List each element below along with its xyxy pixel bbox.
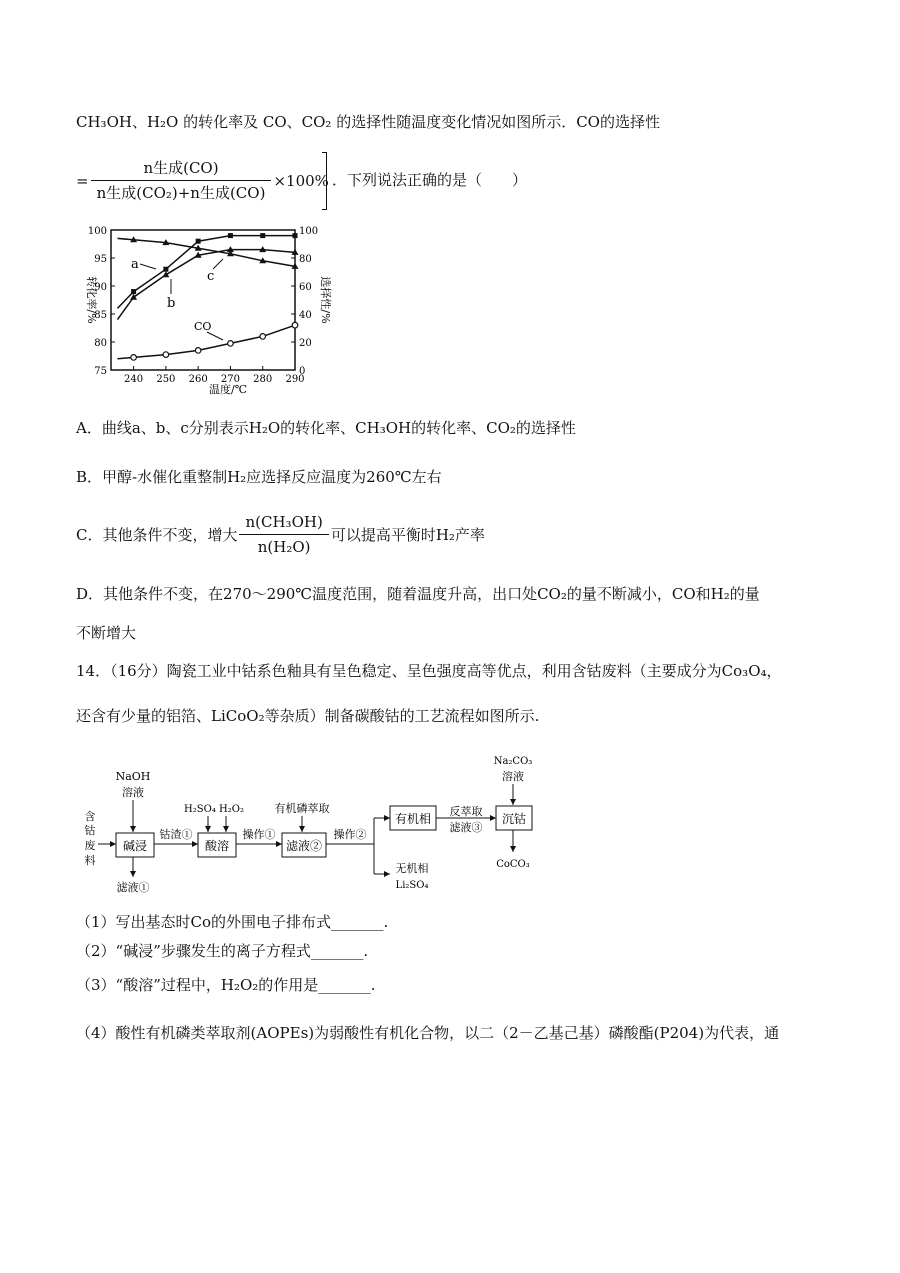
series-a-point bbox=[293, 233, 298, 238]
acid-reagents-label: H₂SO₄ H₂O₂ bbox=[184, 804, 244, 815]
formula-denominator: n生成(CO₂)+n生成(CO) bbox=[96, 184, 266, 202]
series-co-point bbox=[228, 341, 234, 347]
series-a-point bbox=[131, 289, 136, 294]
series-c-label: c bbox=[207, 269, 215, 284]
y-left-axis-label: 转化率/% bbox=[85, 276, 98, 324]
subquestion-3: （3）“酸溶”过程中，H₂O₂的作用是_______. bbox=[76, 976, 376, 994]
series-a-pointer bbox=[140, 264, 156, 269]
option-c-fraction bbox=[239, 512, 328, 557]
series-a-point bbox=[163, 267, 168, 272]
back-extraction-label: 反萃取 bbox=[449, 805, 483, 818]
y-left-tick-label: 95 bbox=[94, 254, 107, 265]
naoh-label: NaOH bbox=[115, 770, 151, 783]
operation2-label: 操作② bbox=[333, 828, 367, 841]
feed-char-1: 含 bbox=[84, 810, 96, 823]
y-right-tick-label: 60 bbox=[299, 282, 312, 293]
series-a-point bbox=[260, 233, 265, 238]
option-c-denominator: n(H₂O) bbox=[257, 538, 311, 556]
series-b-label: b bbox=[167, 296, 176, 311]
y-right-axis-label: 选择性/% bbox=[319, 276, 332, 324]
question-stem: ．下列说法正确的是（ ） bbox=[332, 171, 528, 189]
y-left-tick-label: 100 bbox=[87, 226, 107, 237]
q14-line1: 14．（16分）陶瓷工业中钴系色釉具有呈色稳定、呈色强度高等优点，利用含钴废料（主要成分为Co₃O₄， bbox=[76, 662, 782, 680]
series-a-point bbox=[196, 239, 201, 244]
formula-fraction bbox=[91, 158, 272, 203]
feed-char-4: 料 bbox=[84, 854, 96, 867]
organic-phase-label: 有机相 bbox=[394, 812, 432, 826]
series-co-point bbox=[260, 334, 266, 340]
y-right-tick-label: 80 bbox=[299, 254, 312, 265]
formula-suffix: ×100% bbox=[273, 171, 329, 190]
series-c-line bbox=[117, 238, 295, 266]
subquestion-4: （4）酸性有机磷类萃取剂(AOPEs)为弱酸性有机化合物，以二（2－乙基己基）磷酸酯(P204)为代表，通 bbox=[76, 1024, 780, 1042]
option-c bbox=[76, 512, 485, 557]
inorganic-phase-label: 无机相 bbox=[395, 862, 429, 875]
series-b-point bbox=[162, 271, 169, 277]
series-co-point bbox=[292, 322, 298, 328]
operation1-label: 操作① bbox=[242, 828, 276, 841]
y-left-tick-label: 75 bbox=[94, 366, 107, 377]
option-c-numerator: n(CH₃OH) bbox=[239, 512, 328, 535]
na2co3-solution-label: 溶液 bbox=[502, 770, 524, 783]
extractant-label: 有机磷萃取 bbox=[274, 802, 330, 815]
na2co3-label: Na₂CO₃ bbox=[493, 756, 533, 767]
y-right-tick-label: 40 bbox=[299, 310, 312, 321]
subquestion-1: （1）写出基态时Co的外围电子排布式_______. bbox=[76, 913, 389, 931]
filtrate3-label: 滤液③ bbox=[449, 821, 483, 834]
option-b: B．甲醇-水催化重整制H₂应选择反应温度为260℃左右 bbox=[76, 468, 442, 486]
filtrate2-label: 滤液② bbox=[285, 839, 323, 853]
series-c-pointer bbox=[213, 259, 223, 269]
selectivity-formula bbox=[76, 158, 329, 203]
option-c-suffix: 可以提高平衡时H₂产率 bbox=[330, 525, 485, 544]
cobalt-precipitation-label: 沉钴 bbox=[501, 812, 527, 826]
naoh-solution-label: 溶液 bbox=[122, 786, 144, 799]
y-left-tick-label: 90 bbox=[94, 282, 107, 293]
y-right-tick-label: 100 bbox=[299, 226, 319, 237]
temperature-chart bbox=[76, 222, 346, 400]
series-co-point bbox=[131, 355, 137, 361]
acid-dissolve-label: 酸溶 bbox=[204, 839, 230, 853]
formula-numerator: n生成(CO) bbox=[91, 158, 272, 181]
series-co-pointer bbox=[207, 332, 223, 340]
filtrate1-label: 滤液① bbox=[116, 881, 150, 894]
x-tick-label: 290 bbox=[285, 374, 305, 385]
intro-text: CH₃OH、H₂O 的转化率及 CO、CO₂ 的选择性随温度变化情况如图所示．CO的选择性 bbox=[76, 113, 660, 131]
series-co-point bbox=[163, 352, 169, 358]
x-tick-label: 280 bbox=[253, 374, 273, 385]
feed-char-3: 废 bbox=[84, 839, 96, 852]
series-co-point bbox=[195, 348, 201, 354]
x-tick-label: 270 bbox=[220, 374, 240, 385]
x-tick-label: 240 bbox=[124, 374, 144, 385]
option-d-line2: 不断增大 bbox=[76, 624, 137, 642]
series-co-label: CO bbox=[194, 320, 212, 333]
x-tick-label: 260 bbox=[188, 374, 208, 385]
product-label: CoCO₃ bbox=[496, 859, 530, 870]
y-right-tick-label: 20 bbox=[299, 338, 312, 349]
x-axis-label: 温度/℃ bbox=[208, 383, 248, 396]
x-tick-label: 250 bbox=[156, 374, 176, 385]
formula-prefix: = bbox=[76, 171, 89, 190]
feed-char-2: 钴 bbox=[84, 824, 96, 837]
q14-line2: 还含有少量的铝箔、LiCoO₂等杂质）制备碳酸钴的工艺流程如图所示. bbox=[76, 707, 540, 725]
series-a-label: a bbox=[131, 257, 139, 272]
alkali-leach-label: 碱浸 bbox=[122, 839, 148, 853]
option-a: A．曲线a、b、c分别表示H₂O的转化率、CH₃OH的转化率、CO₂的选择性 bbox=[76, 419, 576, 437]
series-a-point bbox=[228, 233, 233, 238]
formula-bracket bbox=[322, 152, 327, 210]
residue-label: 钴渣① bbox=[159, 828, 193, 841]
option-d-line1: D．其他条件不变，在270～290℃温度范围，随着温度升高，出口处CO₂的量不断减小，CO和H₂的量 bbox=[76, 585, 760, 603]
subquestion-2: （2）“碱浸”步骤发生的离子方程式_______. bbox=[76, 942, 369, 960]
process-flow-diagram bbox=[76, 752, 556, 900]
y-right-tick-label: 0 bbox=[299, 366, 306, 377]
li2so4-label: Li₂SO₄ bbox=[395, 880, 429, 891]
option-c-prefix: C．其他条件不变，增大 bbox=[76, 525, 238, 544]
y-left-tick-label: 80 bbox=[94, 338, 107, 349]
y-left-tick-label: 85 bbox=[94, 310, 107, 321]
